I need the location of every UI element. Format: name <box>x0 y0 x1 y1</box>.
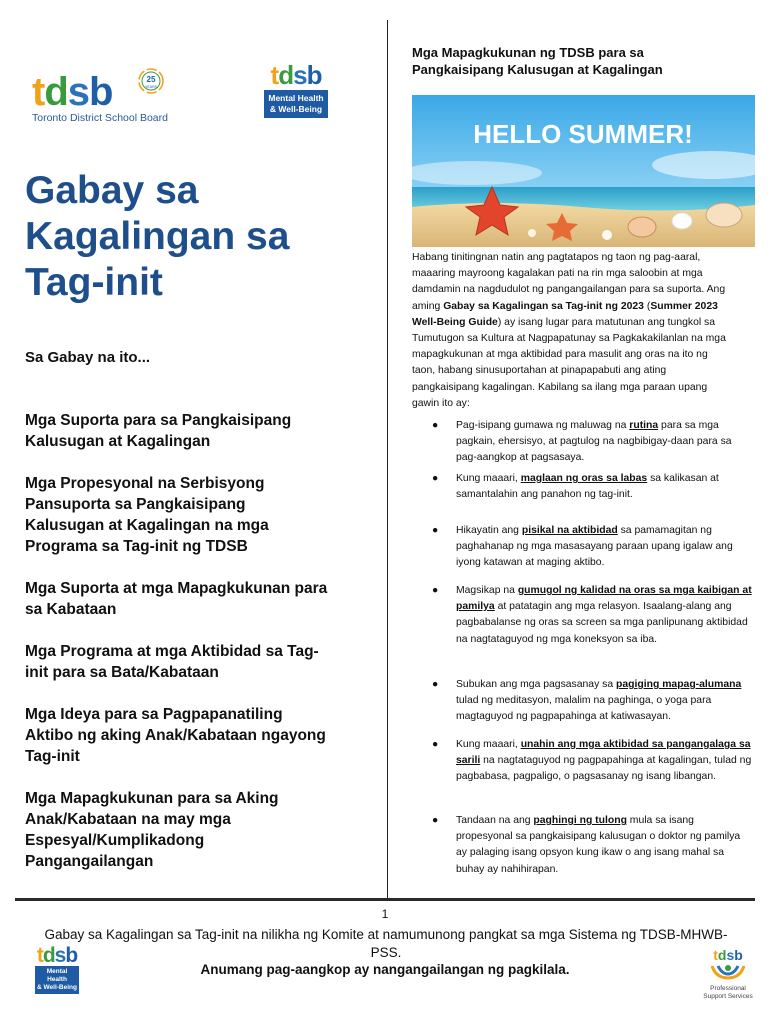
intro-paragraph: Habang tinitingnan natin ang pagtatapos ng taon ng pag-aaral, maaaring mayroong kagalakan pati na rin mga saloobin at mga damdamin na nagdudulot ng pangangailangan para sa suporta. Ang aming Gabay sa Kagalingan sa Tag-init ng 2023 (Summer 2023 Well-Being Guide) ay isang lugar para matutunan ang tungkol sa Tumutugon sa Kultura at Nagpapatunay sa Pagkakakilanlan na mga mapagkukunan at mga aktibidad para masulit ang oras na ito ng taon, habang sinusuportahan at pinapapabuti ang ating pangkaisipang kagalingan. Kabilang sa ilang mga paraan upang gawin ito ay: <box>412 252 726 409</box>
mental-health-label: Mental Health & Well-Being <box>264 90 328 118</box>
hands-icon <box>708 962 748 980</box>
bullet-icon: ● <box>432 585 439 596</box>
resources-heading: Mga Mapagkukunan ng TDSB para sa Pangkaisipang Kalusugan at Kagalingan <box>412 45 663 77</box>
footer-mental-health-logo: tdsb Mental Health & Well-Being <box>35 946 79 994</box>
list-item: ● Subukan ang mga pagsasanay sa pagiging mapag-alumana tulad ng meditasyon, malalim na paghinga, o yoga para magtaguyod ng pagpapahinga at katiwasayan. <box>432 679 742 723</box>
bullet-icon: ● <box>432 473 439 484</box>
toc-item-supports[interactable]: Mga Suporta para sa Pangkaisipang Kalusugan at Kagalingan <box>25 412 292 450</box>
list-item: ● Hikayatin ang pisikal na aktibidad sa pamamagitan ng paghahanap ng mga masasayang paraan upang igalaw ang iyong katawan at maging aktibo. <box>432 525 733 569</box>
bullet-icon: ● <box>432 679 439 690</box>
tip-link-rutina[interactable]: rutina <box>629 420 659 431</box>
board-name: Toronto District School Board <box>32 112 168 124</box>
tip-link-physical-activity[interactable]: pisikal na aktibidad <box>521 525 618 536</box>
list-item: ● Pag-isipang gumawa ng maluwag na rutina para sa mga pagkain, ehersisyo, at pagtulog na nagbibigay-daan para sa pag-aangkop at pagsasaya. <box>432 420 732 464</box>
footer-divider <box>15 898 755 901</box>
page-number: 1 <box>381 907 389 921</box>
tdsb-wordmark-small: tdsb <box>270 60 322 90</box>
svg-text:YEARS: YEARS <box>145 85 157 89</box>
tip-link-quality-time[interactable]: gumugol ng kalidad na oras sa mga kaibigan at pamilya <box>456 585 752 613</box>
toc-item-youth-resources[interactable]: Mga Suporta at mga Mapagkukunan para sa Kabataan <box>25 580 328 618</box>
guide-intro: Sa Gabay na ito... <box>25 349 151 366</box>
mental-health-logo <box>264 62 328 128</box>
tip-link-mindfulness[interactable]: pagiging mapag-alumana <box>616 679 742 690</box>
bullet-icon: ● <box>432 739 439 750</box>
footer-notice: Anumang pag-aangkop ay nangangailangan ng pagkilala. <box>200 962 570 977</box>
toc-item-active-ideas[interactable]: Mga Ideya para sa Pagpapanatiling Aktibo ng aking Anak/Kabataan ngayong Tag-init <box>25 706 326 765</box>
page-title: Gabay sa Kagalingan sa Tag-init <box>25 169 290 304</box>
bullet-icon: ● <box>432 815 439 826</box>
hello-summer-image <box>412 95 755 247</box>
table-of-contents <box>25 410 370 872</box>
list-item: ● Kung maaari, unahin ang mga aktibidad sa pangangalaga sa sarili na nagtataguyod ng pagpapahinga at kagalingan, tulad ng pagbabasa, pagpaligo, o pagsasanay ng isang libangan. <box>432 739 752 783</box>
svg-text:25: 25 <box>146 75 156 84</box>
toc-item-special-needs[interactable]: Mga Mapagkukunan para sa Aking Anak/Kabataan na may mga Espesyal/Kumplikadong Pangangailangan <box>25 790 279 870</box>
tip-link-self-care[interactable]: unahin ang mga aktibidad sa pangangalaga sa sarili <box>456 739 751 767</box>
list-item: ● Tandaan na ang paghingi ng tulong mula sa isang propesyonal sa pangkaisipang kalusugan o doktor ng pamilya ay palaging isang opsyon kung ikaw o ang isang mahal sa buhay ay nahihirapan. <box>432 815 741 875</box>
column-divider <box>387 20 388 898</box>
tdsb-logo <box>32 66 182 128</box>
list-item: ● Kung maaari, maglaan ng oras sa labas sa kalikasan at samantalahin ang panahon ng tag-init. <box>432 473 719 501</box>
tdsb-wordmark: tdsb <box>32 70 113 114</box>
list-item: ● Magsikap na gumugol ng kalidad na oras sa mga kaibigan at pamilya at patatagin ang mga relasyon. Isaalang-alang ang pagbabalanse ng oras sa screen sa mga panlipunang aktibidad na nagtataguyod ng mga koneksyon sa iba. <box>432 585 752 645</box>
banner-text: HELLO SUMMER! <box>473 119 693 149</box>
toc-item-professional-services[interactable]: Mga Propesyonal na Serbisyong Pansuporta sa Pangkaisipang Kalusugan at Kagalingan na mga Programa sa Tag-init ng TDSB <box>25 475 269 555</box>
tip-link-seek-help[interactable]: paghingi ng tulong <box>533 815 627 826</box>
25-years-badge-icon <box>136 66 166 96</box>
toc-item-summer-programs[interactable]: Mga Programa at mga Aktibidad sa Tag- init para sa Bata/Kabataan <box>25 643 319 681</box>
bullet-icon: ● <box>432 420 439 431</box>
tip-link-outdoors[interactable]: maglaan ng oras sa labas <box>520 473 648 484</box>
bullet-icon: ● <box>432 525 439 536</box>
footer-credit: Gabay sa Kagalingan sa Tag-init na nilikha ng Komite at namumunong pangkat sa mga Sistema ng TDSB-MHWB-PSS. <box>44 927 728 960</box>
professional-support-services-logo: tdsb Professional Support Services <box>703 947 753 1000</box>
tips-list <box>432 418 752 877</box>
